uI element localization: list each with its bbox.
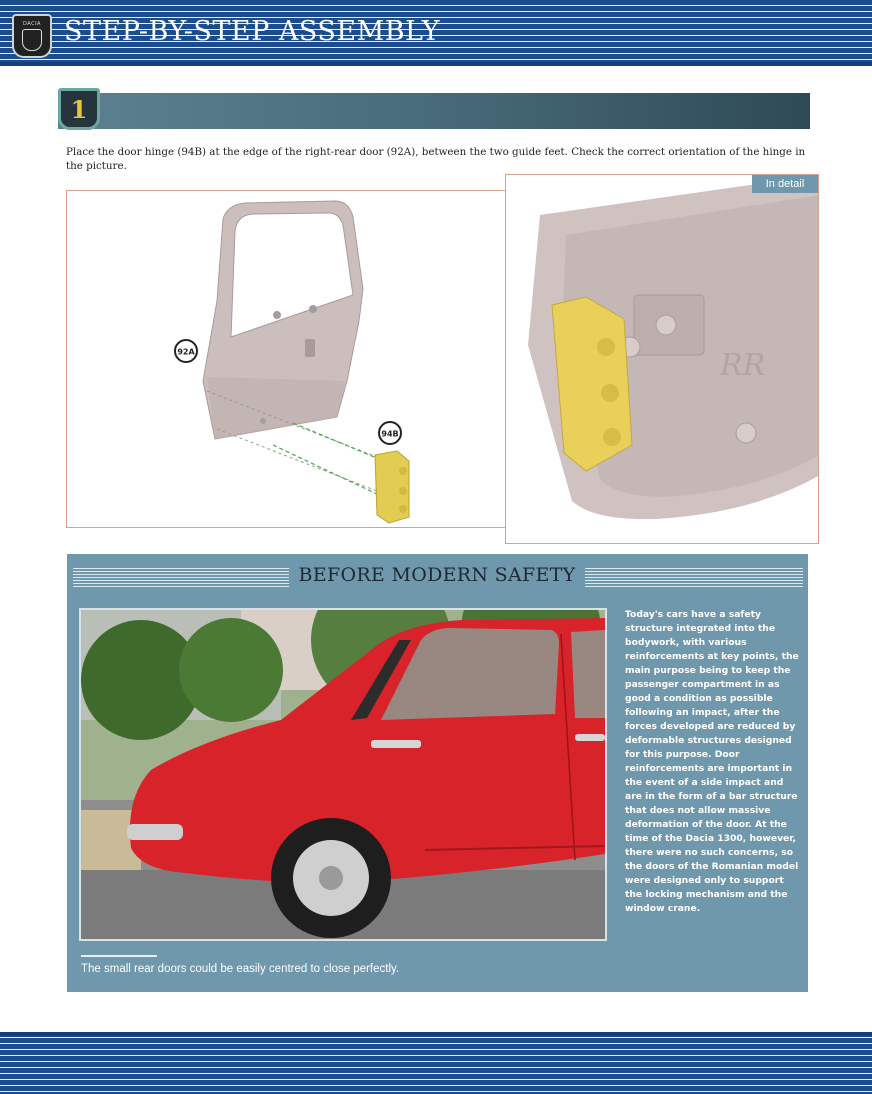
assembly-diagram	[66, 190, 512, 528]
page-title: STEP-BY-STEP ASSEMBLY	[64, 16, 441, 47]
door-hinge-detail	[552, 297, 632, 471]
callout-92a	[175, 340, 197, 362]
door-hinge-part	[375, 451, 409, 523]
step-instruction: Place the door hinge (94B) at the edge of the right-rear door (92A), between the two guide feet. Check the correct orientation of the hinge in the picture.	[66, 146, 806, 172]
callout-94b	[379, 422, 401, 444]
header-band	[0, 0, 872, 66]
title-stripes-right	[585, 568, 803, 588]
detail-view	[505, 174, 819, 544]
safety-panel	[67, 554, 808, 992]
title-stripes-left	[73, 568, 289, 588]
caption-divider	[81, 955, 157, 957]
footer-band	[0, 1032, 872, 1094]
step-number: 1	[58, 88, 100, 130]
detail-label: In detail	[752, 175, 818, 193]
shield-icon	[22, 29, 42, 51]
rear-door-part	[203, 201, 363, 439]
photo-caption: The small rear doors could be easily centred to close perfectly.	[81, 963, 400, 975]
car-wheel	[271, 818, 391, 938]
safety-title: BEFORE MODERN SAFETY	[298, 564, 576, 586]
brand-logo-text: DACIA	[23, 21, 41, 27]
callout-94b-label: 94B	[381, 429, 399, 439]
callout-92a-label: 92A	[177, 347, 195, 357]
brand-logo	[12, 14, 52, 58]
guide-line	[273, 445, 379, 495]
car-photo-art	[81, 610, 605, 939]
step-bar	[58, 93, 810, 129]
assembly-diagram-art	[67, 191, 512, 528]
detail-view-art	[506, 175, 819, 544]
safety-body-text: Today's cars have a safety structure integrated into the bodywork, with various reinforcements at key points, the main purpose being to keep the passenger compartment in as good a condition as possible following an impact, after the forces developed are reduced by deformable structures designed for this purpose. Door reinforcements are important in the event of a side impact and are in the form of a bar structure that does not allow massive deformation of the door. At the time of the Dacia 1300, however, there were no such concerns, so the doors of the Romanian model were designed only to support the locking mechanism and the window crane.	[625, 609, 799, 914]
car-photo	[79, 608, 607, 941]
embossed-rr: RR	[720, 348, 766, 383]
